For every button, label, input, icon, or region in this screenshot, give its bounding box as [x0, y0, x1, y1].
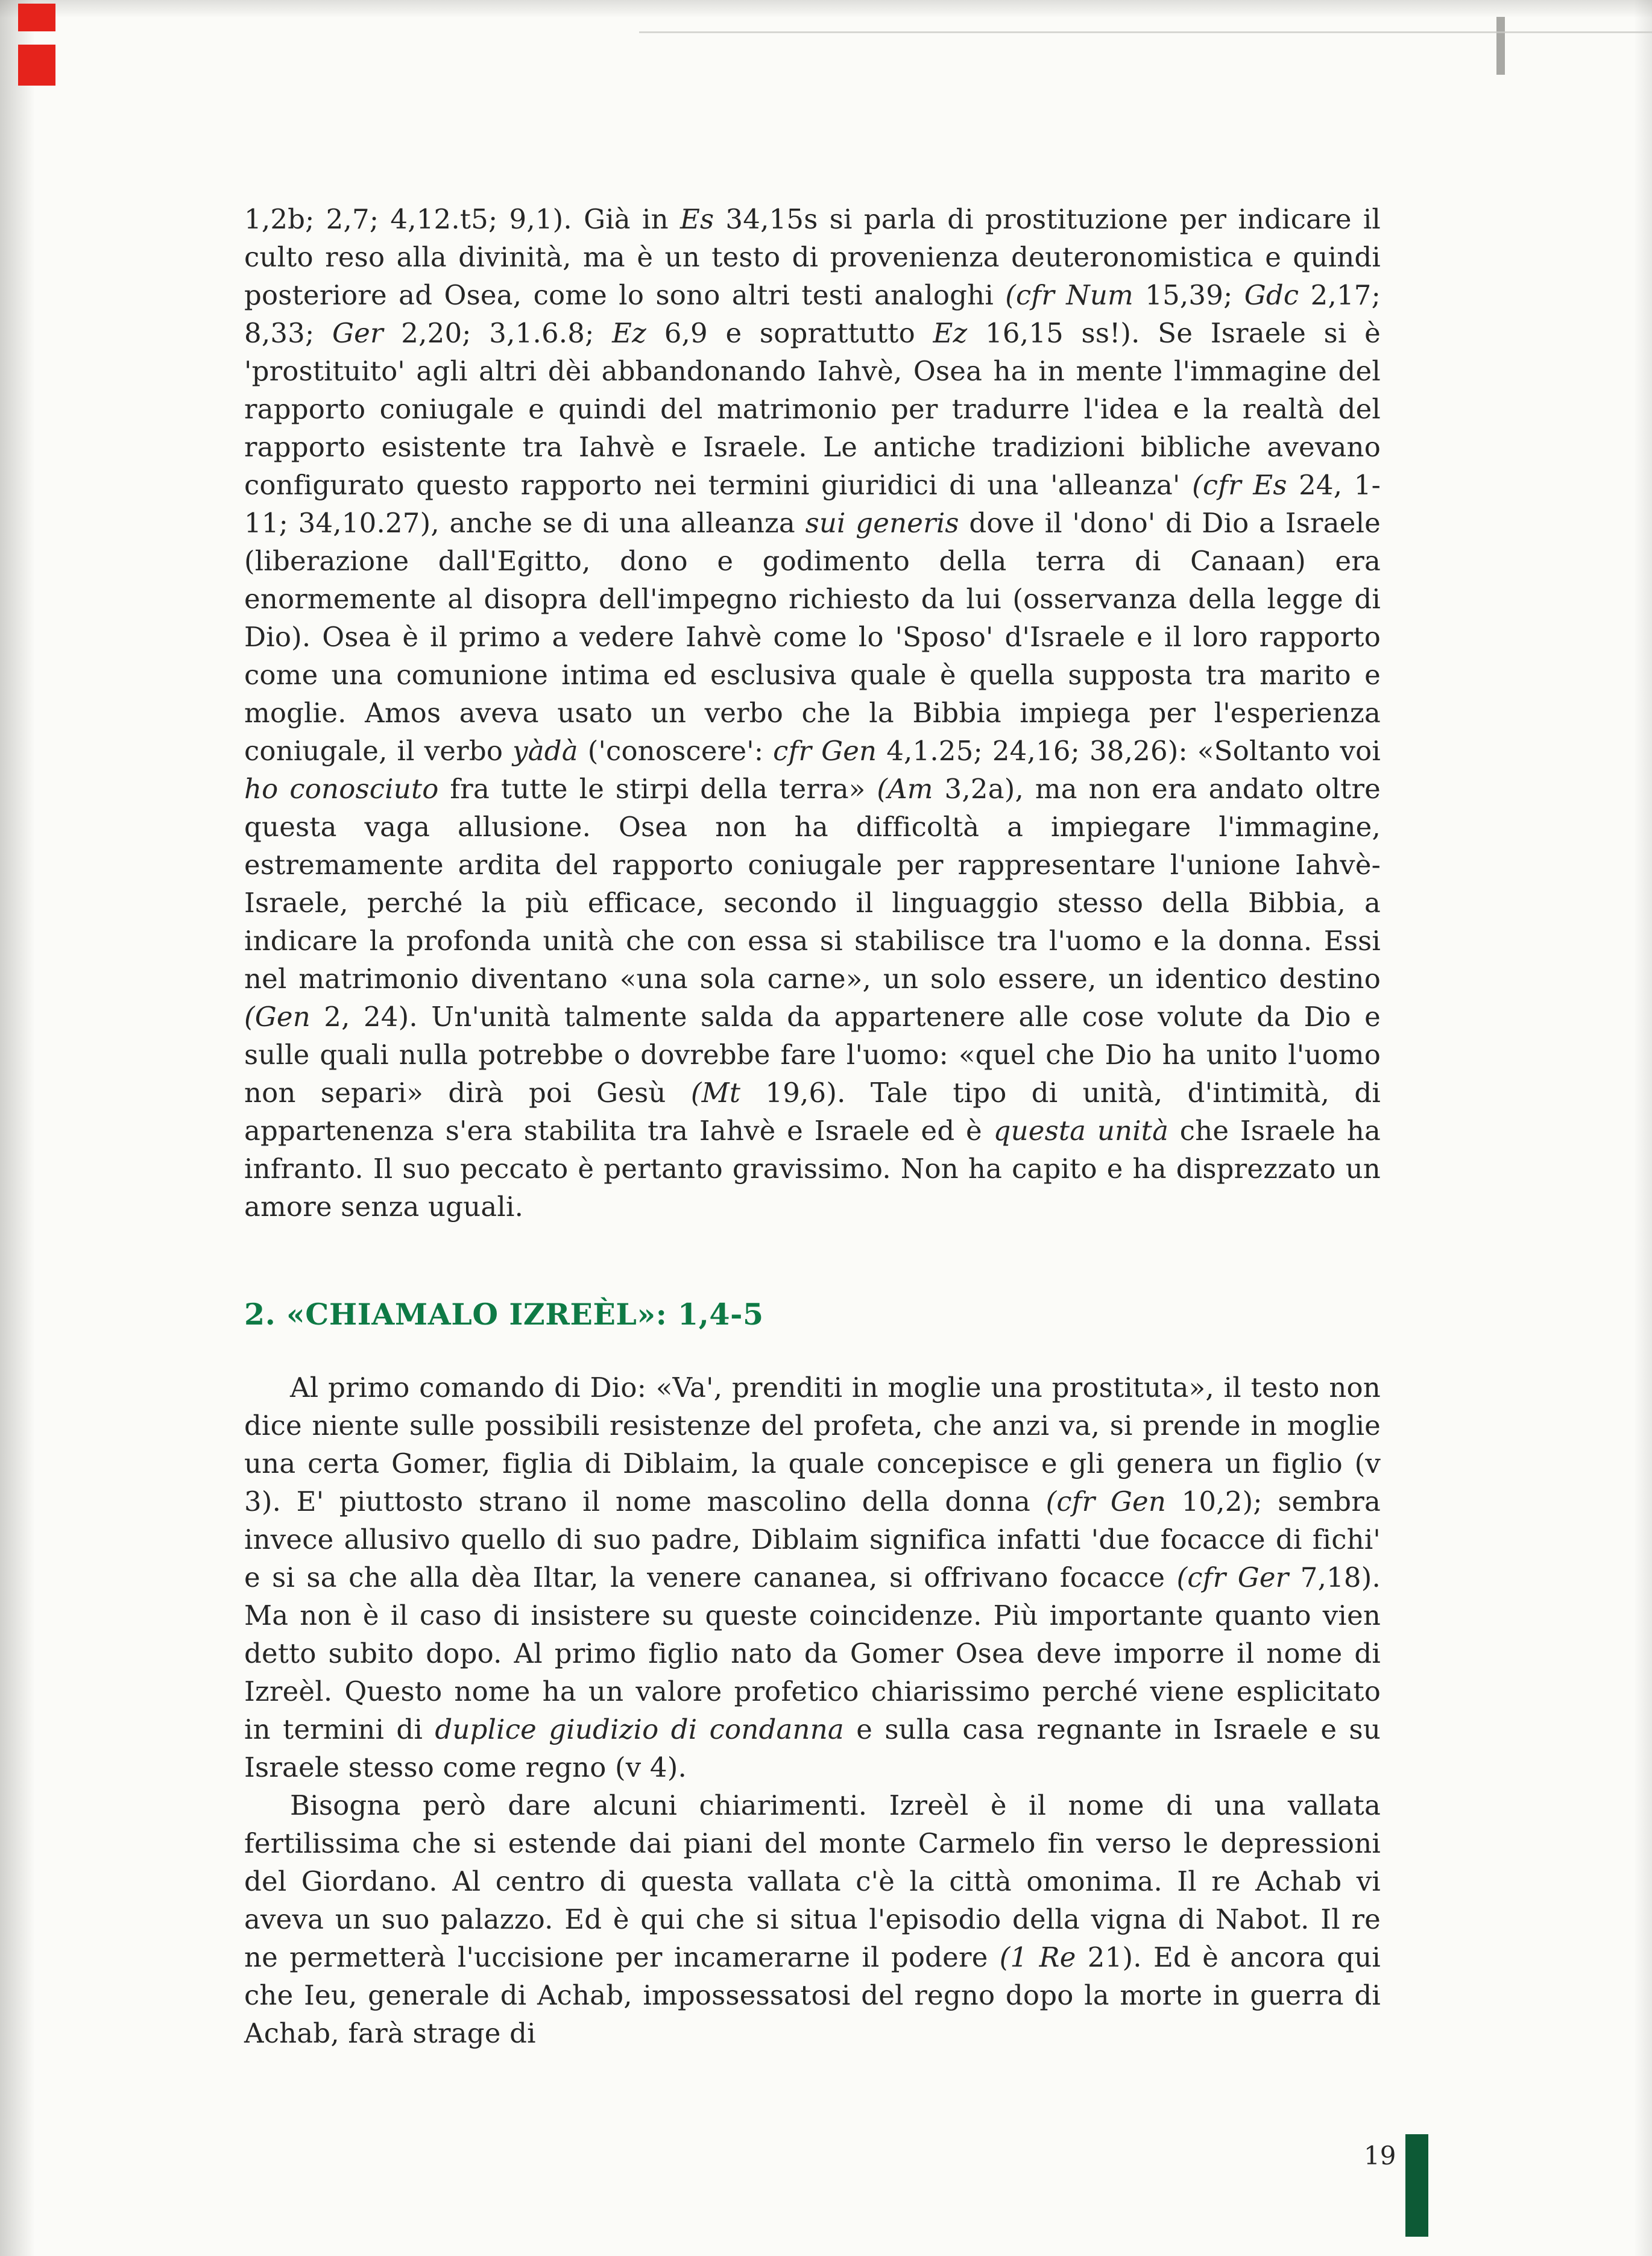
- italic-text-run: (Am: [877, 773, 933, 805]
- text-run: 16,15 ss!). Se Israele si è 'prostituito' agli altri dèi abbandonando Iahvè, Osea ha in mente l'immagine del rapporto coniugale e quindi del matrimonio per tradurre l'idea e la realtà del rapporto esistente tra Iahvè e Israele. Le antiche tradizioni bibliche avevano configurato questo rapporto nei termini giuridici di una 'alleanza': [244, 317, 1381, 501]
- italic-text-run: (cfr Es: [1192, 469, 1287, 501]
- italic-text-run: sui generis: [805, 507, 959, 539]
- text-run: che Israele ha infranto. Il suo peccato è pertanto gravissimo. Non ha capito e ha disprezzato un amore senza uguali.: [244, 1115, 1381, 1223]
- text-run: 2,20; 3,1.6.8;: [383, 317, 613, 349]
- text-run: 7,18). Ma non è il caso di insistere su queste coincidenze. Più importante quanto vien detto subito dopo. Al primo figlio nato da Gomer Osea deve imporre il nome di Izreèl. Questo nome ha un valore profetico chiarissimo perché viene esplicitato in termini di: [244, 1561, 1381, 1745]
- page-number: 19: [1364, 2141, 1396, 2170]
- italic-text-run: Ger: [332, 317, 383, 349]
- red-registration-mark-top: [18, 4, 55, 31]
- text-run: fra tutte le stirpi della terra»: [438, 773, 877, 805]
- text-run: ('conoscere':: [578, 735, 774, 767]
- paragraph: [244, 1369, 1381, 1786]
- text-run: dove il 'dono' di Dio a Israele (liberazione dall'Egitto, dono e godimento della terra di Canaan) era enormemente al disopra dell'impegno richiesto da lui (osservanza della legge di Dio). Osea è il primo a vedere Iahvè come lo 'Sposo' d'Israele e il loro rapporto come una comunione intima ed esclusiva quale è quella supposta tra marito e moglie. Amos aveva usato un verbo che la Bibbia impiega per l'esperienza coniugale, il verbo: [244, 507, 1381, 767]
- scan-edge-shadow-top: [0, 0, 1652, 18]
- text-run: 4,1.25; 24,16; 38,26): «Soltanto voi: [877, 735, 1381, 767]
- scan-artifact-horizontal-line: [639, 31, 1652, 33]
- italic-text-run: Ez: [933, 317, 968, 349]
- text-run: 21). Ed è ancora qui che Ieu, generale di Achab, impossessatosi del regno dopo la morte in guerra di Achab, farà strage di: [244, 1941, 1381, 2049]
- text-run: 34,15s si parla di prostituzione per indicare il culto reso alla divinità, ma è un testo di provenienza deuteronomistica e quindi posteriore ad Osea, come lo sono altri testi analoghi: [244, 203, 1381, 311]
- italic-text-run: Gdc: [1244, 279, 1299, 311]
- scan-edge-shadow-right: [1634, 0, 1652, 2256]
- italic-text-run: (1 Re: [999, 1941, 1076, 1973]
- italic-text-run: (cfr Ger: [1176, 1561, 1289, 1593]
- page-footer: [1364, 2134, 1428, 2237]
- text-run: 15,39;: [1133, 279, 1244, 311]
- italic-text-run: Ez: [612, 317, 647, 349]
- text-run: Bisogna però dare alcuni chiarimenti. Izreèl è il nome di una vallata fertilissima che si estende dai piani del monte Carmelo fin verso le depressioni del Giordano. Al centro di questa vallata c'è la città omonima. Il re Achab vi aveva un suo palazzo. Ed è qui che si situa l'episodio della vigna di Nabot. Il re ne permetterà l'uccisione per incamerarne il podere: [244, 1789, 1381, 1973]
- text-run: 1,2b; 2,7; 4,12.t5; 9,1). Già in: [244, 203, 680, 235]
- scan-artifact-vertical-line: [1496, 17, 1505, 75]
- italic-text-run: cfr Gen: [773, 735, 877, 767]
- italic-text-run: duplice giudizio di condanna: [435, 1713, 844, 1745]
- text-run: 2,17; 8,33;: [244, 279, 1381, 349]
- italic-text-run: (cfr Num: [1005, 279, 1133, 311]
- italic-text-run: Es: [679, 203, 714, 235]
- italic-text-run: (Mt: [690, 1077, 741, 1109]
- italic-text-run: yàdà: [512, 735, 578, 767]
- text-run: 19,6). Tale tipo di unità, d'intimità, di appartenenza s'era stabilita tra Iahvè e Israele ed è: [244, 1077, 1381, 1147]
- scan-edge-shadow-left: [0, 0, 35, 2256]
- section-heading: 2. «CHIAMALO IZREÈL»: 1,4-5: [244, 1297, 764, 1332]
- text-run: 6,9 e soprattutto: [646, 317, 933, 349]
- text-run: e sulla casa regnante in Israele e su Israele stesso come regno (v 4).: [244, 1713, 1381, 1783]
- paragraph: [244, 1786, 1381, 2052]
- text-run: 24, 1-11; 34,10.27), anche se di una alleanza: [244, 469, 1381, 539]
- italic-text-run: (Gen: [244, 1001, 311, 1033]
- paragraph: [244, 200, 1381, 1226]
- red-registration-mark-bottom: [18, 45, 55, 86]
- text-run: 3,2a), ma non era andato oltre questa vaga allusione. Osea non ha difficoltà a impiegare l'immagine, estremamente ardita del rapporto coniugale per rappresentare l'unione Iahvè-Israele, perché la più efficace, secondo il linguaggio stesso della Bibbia, a indicare la profonda unità che con essa si stabilisce tra l'uomo e la donna. Essi nel matrimonio diventano «una sola carne», un solo essere, un identico destino: [244, 773, 1381, 995]
- text-run: Al primo comando di Dio: «Va', prenditi in moglie una prostituta», il testo non dice niente sulle possibili resistenze del profeta, che anzi va, si prende in moglie una certa Gomer, figlia di Diblaim, la quale concepisce e gli genera un figlio (v 3). E' piuttosto strano il nome mascolino della donna: [244, 1372, 1381, 1517]
- page-number-bar: [1405, 2134, 1428, 2237]
- italic-text-run: questa unità: [993, 1115, 1169, 1147]
- article-body: [244, 200, 1381, 2052]
- text-run: 10,2); sembra invece allusivo quello di suo padre, Diblaim significa infatti 'due focacce di fichi' e si sa che alla dèa Iltar, la venere cananea, si offrivano focacce: [244, 1486, 1381, 1593]
- italic-text-run: ho conosciuto: [244, 773, 439, 805]
- text-run: 2, 24). Un'unità talmente salda da appartenere alle cose volute da Dio e sulle quali nulla potrebbe o dovrebbe fare l'uomo: «quel che Dio ha unito l'uomo non separi» dirà poi Gesù: [244, 1001, 1381, 1109]
- italic-text-run: (cfr Gen: [1045, 1486, 1167, 1517]
